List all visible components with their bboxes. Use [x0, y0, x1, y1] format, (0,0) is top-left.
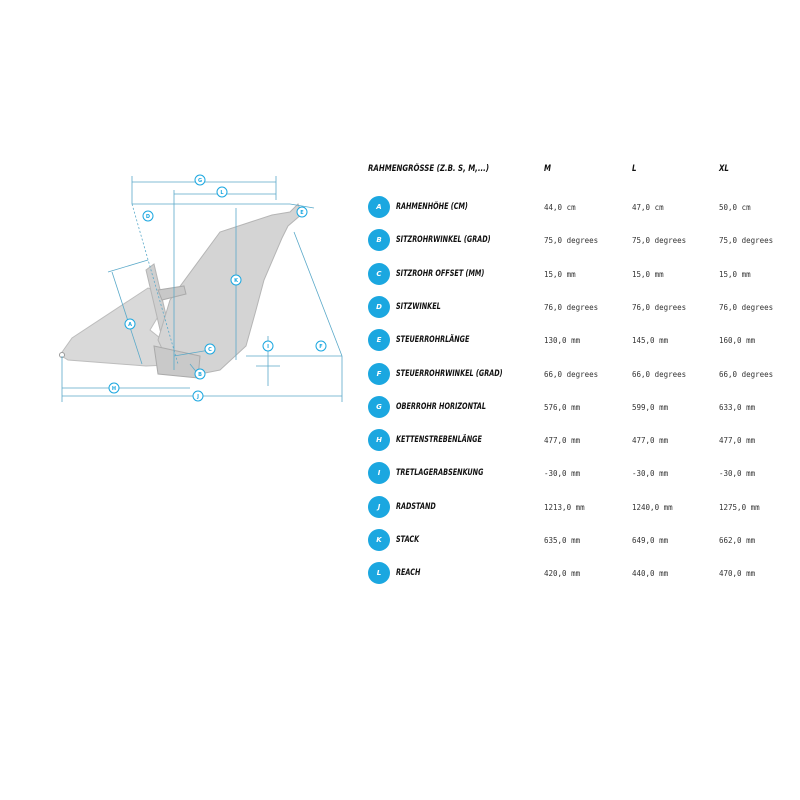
- marker-a: [125, 319, 135, 329]
- table-row: [366, 361, 786, 391]
- value-size-m: 130,0 mm: [544, 336, 581, 346]
- marker-a-label: A: [128, 322, 132, 328]
- value-size-l: 1240,0 mm: [632, 502, 673, 512]
- row-label: REACH: [396, 568, 421, 579]
- table-row: [366, 494, 786, 524]
- table-row: [366, 560, 786, 590]
- value-size-m: 66,0 degrees: [544, 369, 599, 379]
- row-letter-badge: B: [368, 229, 390, 251]
- marker-k-label: K: [234, 278, 238, 284]
- value-size-xl: 75,0 degrees: [719, 236, 774, 246]
- row-letter-badge: F: [368, 363, 390, 385]
- value-size-m: 44,0 cm: [544, 203, 576, 212]
- row-letter-badge: L: [368, 562, 390, 584]
- marker-b-label: B: [198, 372, 202, 378]
- row-label: SITZROHRWINKEL (GRAD): [396, 235, 491, 246]
- marker-h-label: H: [111, 386, 117, 392]
- value-size-l: 47,0 cm: [632, 203, 664, 212]
- row-letter-badge: E: [368, 329, 390, 351]
- header-frame-size: RAHMENGRÖSSE (Z.B. S, M,...): [368, 164, 490, 174]
- marker-g-label: G: [197, 178, 203, 184]
- value-size-xl: 662,0 mm: [719, 536, 756, 545]
- row-label: SITZWINKEL: [396, 301, 441, 312]
- marker-h: [109, 383, 119, 393]
- row-label: SITZROHR OFFSET (MM): [396, 268, 485, 279]
- row-letter-badge: H: [368, 429, 390, 451]
- value-size-xl: 470,0 mm: [719, 569, 756, 579]
- value-size-l: 599,0 mm: [632, 402, 669, 412]
- value-size-xl: 633,0 mm: [719, 402, 756, 412]
- marker-k: [231, 275, 241, 285]
- row-label: KETTENSTREBENLÄNGE: [396, 435, 482, 446]
- marker-g: [195, 175, 205, 185]
- row-letter-badge: I: [368, 462, 390, 484]
- value-size-l: 649,0 mm: [632, 536, 669, 545]
- value-size-xl: 477,0 mm: [719, 436, 756, 446]
- row-letter-badge: D: [368, 296, 390, 318]
- marker-f-label: F: [319, 344, 323, 350]
- value-size-l: 440,0 mm: [632, 569, 669, 579]
- row-label: STEUERROHRLÄNGE: [396, 335, 470, 346]
- marker-j: [193, 391, 203, 401]
- table-row: [366, 194, 786, 224]
- value-size-m: 15,0 mm: [544, 269, 576, 279]
- row-letter-badge: K: [368, 529, 390, 551]
- table-row: [366, 261, 786, 291]
- value-size-xl: 50,0 cm: [719, 203, 751, 212]
- marker-j-label: J: [197, 394, 199, 400]
- table-row: [366, 327, 786, 357]
- value-size-xl: 15,0 mm: [719, 269, 751, 279]
- row-label: RAHMENHÖHE (CM): [396, 202, 468, 212]
- row-label: TRETLAGERABSENKUNG: [396, 468, 484, 479]
- marker-e: [297, 207, 307, 217]
- header-size-l: L: [632, 164, 637, 174]
- table-row: [366, 527, 786, 557]
- value-size-xl: 66,0 degrees: [719, 369, 774, 379]
- table-row: [366, 427, 786, 457]
- row-label: RADSTAND: [396, 501, 436, 512]
- table-row: [366, 460, 786, 490]
- row-label: OBERROHR HORIZONTAL: [396, 401, 487, 412]
- value-size-m: 420,0 mm: [544, 569, 581, 579]
- marker-b: [195, 369, 205, 379]
- marker-i: [263, 341, 273, 351]
- value-size-m: 635,0 mm: [544, 536, 581, 545]
- table-row: [366, 227, 786, 257]
- value-size-m: 477,0 mm: [544, 436, 581, 446]
- value-size-xl: 76,0 degrees: [719, 302, 774, 312]
- frame-silhouette: [60, 204, 303, 378]
- row-letter-badge: J: [368, 496, 390, 518]
- row-label: STEUERROHRWINKEL (GRAD): [396, 368, 503, 379]
- row-letter-badge: C: [368, 263, 390, 285]
- value-size-xl: -30,0 mm: [719, 469, 756, 479]
- marker-l-label: L: [220, 190, 224, 196]
- row-label: STACK: [396, 535, 420, 545]
- value-size-l: -30,0 mm: [632, 469, 669, 479]
- value-size-xl: 1275,0 mm: [719, 502, 760, 512]
- value-size-l: 145,0 mm: [632, 336, 669, 346]
- value-size-m: 576,0 mm: [544, 402, 581, 412]
- marker-f: [316, 341, 326, 351]
- value-size-l: 477,0 mm: [632, 436, 669, 446]
- marker-e-label: E: [300, 210, 304, 216]
- value-size-m: -30,0 mm: [544, 469, 581, 479]
- header-size-xl: XL: [719, 164, 729, 174]
- row-letter-badge: A: [368, 196, 390, 218]
- table-row: [366, 294, 786, 324]
- value-size-l: 66,0 degrees: [632, 369, 687, 379]
- marker-d-label: D: [145, 214, 151, 220]
- marker-d: [143, 211, 153, 221]
- value-size-m: 75,0 degrees: [544, 236, 599, 246]
- marker-c: [205, 344, 215, 354]
- value-size-l: 75,0 degrees: [632, 236, 687, 246]
- frame-geometry-diagram: [50, 160, 350, 420]
- value-size-l: 15,0 mm: [632, 269, 664, 279]
- value-size-xl: 160,0 mm: [719, 336, 756, 346]
- marker-l: [217, 187, 227, 197]
- table-row: [366, 394, 786, 424]
- value-size-l: 76,0 degrees: [632, 302, 687, 312]
- marker-c-label: C: [208, 347, 212, 353]
- row-letter-badge: G: [368, 396, 390, 418]
- value-size-m: 1213,0 mm: [544, 502, 585, 512]
- header-size-m: M: [544, 164, 551, 174]
- value-size-m: 76,0 degrees: [544, 302, 599, 312]
- marker-i-label: I: [267, 344, 269, 350]
